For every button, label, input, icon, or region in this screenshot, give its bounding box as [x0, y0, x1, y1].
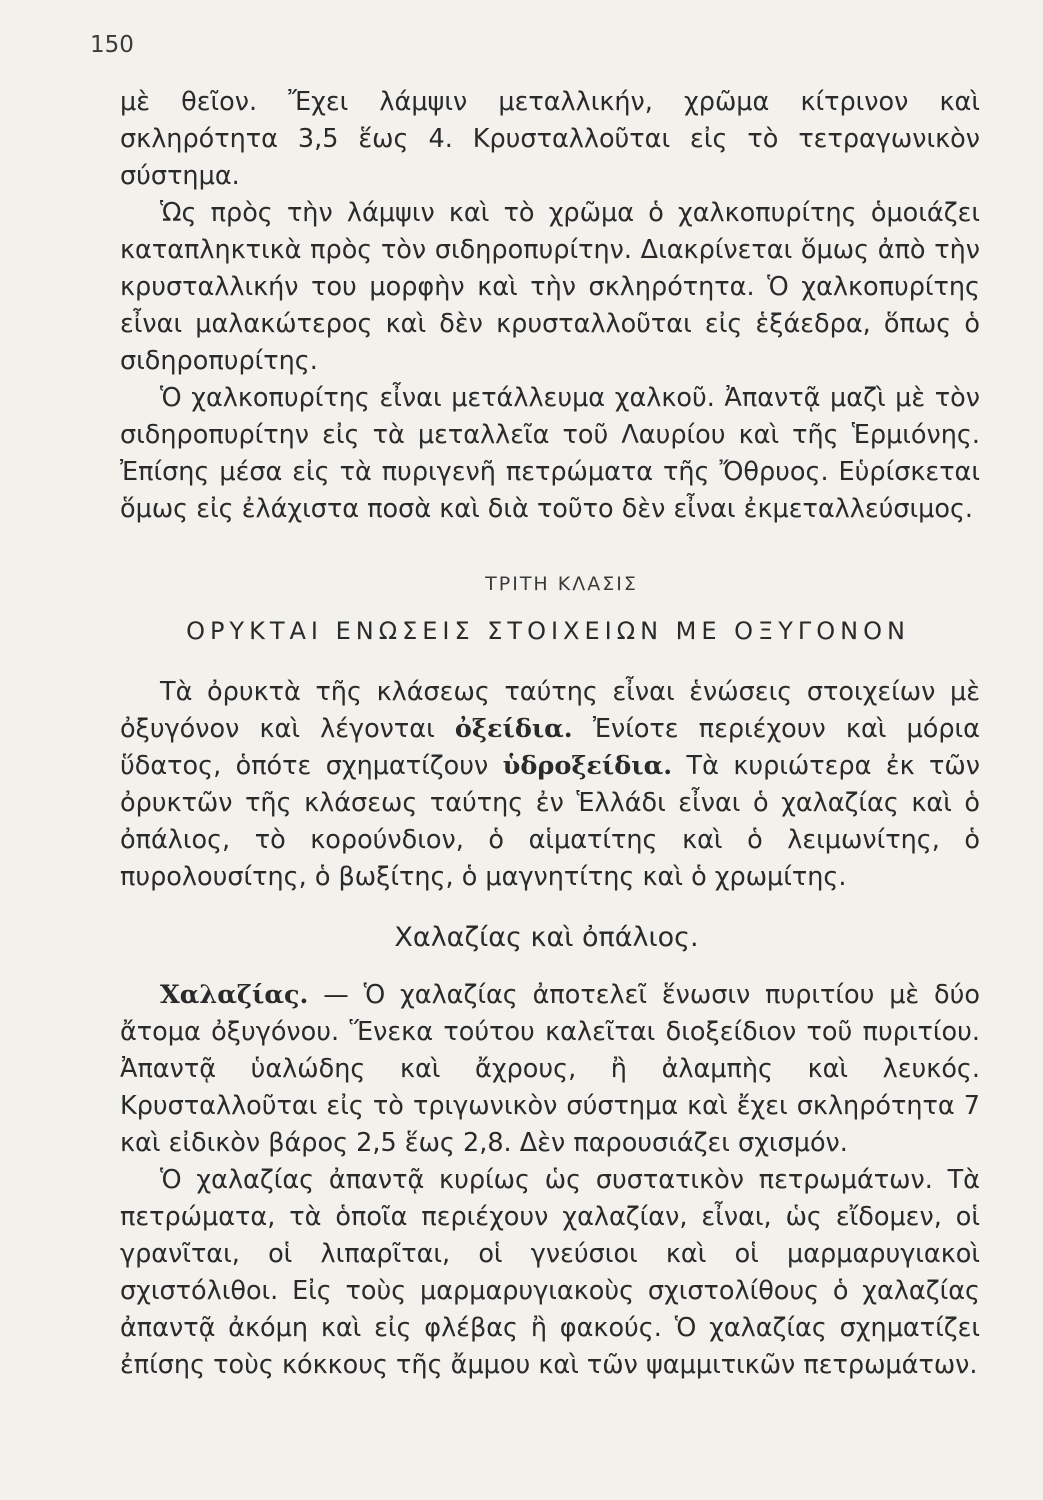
- quartz-text: — Ὁ χαλαζίας ἀποτελεῖ ἕνωσιν πυριτίου μὲ δύο ἄτομα ὀξυγόνου. Ἕνεκα τούτου καλεῖται διοξείδιον τοῦ πυριτίου. Ἀπαντᾷ ὑαλώδης καὶ ἄχρους, ἢ ἀλαμπὴς καὶ λευκός. Κρυσταλλοῦται εἰς τὸ τριγωνικὸν σύστημα καὶ ἔχει σκληρότητα 7 καὶ εἰδικὸν βάρος 2,5 ἕως 2,8. Δὲν παρουσιάζει σχισμόν.: [120, 980, 980, 1158]
- intro-text-2: Ἐνίοτε περιέχουν καὶ μόρια ὕδατος, ὁπότε σχηματίζουν: [120, 714, 980, 781]
- page-number: 150: [90, 32, 134, 58]
- paragraph-intro: [120, 674, 980, 896]
- section-heading: ΟΡΥΚΤΑΙ ΕΝΩΣΕΙΣ ΣΤΟΙΧΕΙΩΝ ΜΕ ΟΞΥΓΟΝΟΝ: [186, 617, 910, 645]
- intro-text-1: Τὰ ὀρυκτὰ τῆς κλάσεως ταύτης εἶναι ἑνώσεις στοιχείων μὲ ὀξυγόνον καὶ λέγονται: [120, 677, 980, 744]
- paragraph-continuation: μὲ θεῖον. Ἔχει λάμψιν μεταλλικήν, χρῶμα κίτρινον καὶ σκληρότητα 3,5 ἕως 4. Κρυσταλλοῦται εἰς τὸ τετραγωνικὸν σύστημα.: [120, 87, 980, 191]
- intro-text-3: Τὰ κυριώτερα ἐκ τῶν ὀρυκτῶν τῆς κλάσεως ταύτης ἐν Ἑλλάδι εἶναι ὁ χαλαζίας καὶ ὁ ὀπάλιος, τὸ κορούνδιον, ὁ αἱματίτης καὶ ὁ λειμωνίτης, ὁ πυρολουσίτης, ὁ βωξίτης, ὁ μαγνητίτης καὶ ὁ χρωμίτης.: [120, 751, 980, 892]
- paragraph-quartz-occurrence: Ὁ χαλαζίας ἀπαντᾷ κυρίως ὡς συστατικὸν πετρωμάτων. Τὰ πετρώματα, τὰ ὁποῖα περιέχουν χαλαζίαν, εἶναι, ὡς εἴδομεν, οἱ γρανῖται, οἱ λιπαρῖται, οἱ γνεύσιοι καὶ οἱ μαρμαρυγιακοὶ σχιστόλιθοι. Εἰς τοὺς μαρμαρυγιακοὺς σχιστολίθους ὁ χαλαζίας ἀπαντᾷ ἀκόμη καὶ εἰς φλέβας ἢ φακούς. Ὁ χαλαζίας σχηματίζει ἐπίσης τοὺς κόκκους τῆς ἄμμου καὶ τῶν ψαμμιτικῶν πετρωμάτων.: [120, 1165, 980, 1380]
- paragraph-comparison: Ὡς πρὸς τὴν λάμψιν καὶ τὸ χρῶμα ὁ χαλκοπυρίτης ὁμοιάζει καταπληκτικὰ πρὸς τὸν σιδηροπυρίτην. Διακρίνεται ὅμως ἀπὸ τὴν κρυσταλλικήν του μορφὴν καὶ τὴν σκληρότητα. Ὁ χαλκοπυρίτης εἶναι μαλακώτερος καὶ δὲν κρυσταλλοῦται εἰς ἑξάεδρα, ὅπως ὁ σιδηροπυρίτης.: [120, 198, 980, 376]
- text-block-intro: [120, 674, 980, 896]
- term-hydroxides: ὑδροξείδια.: [502, 751, 673, 781]
- term-quartz: Χαλαζίας.: [160, 980, 309, 1010]
- paragraph-occurrence: Ὁ χαλκοπυρίτης εἶναι μετάλλευμα χαλκοῦ. Ἀπαντᾷ μαζὶ μὲ τὸν σιδηροπυρίτην εἰς τὰ μεταλλεῖα τοῦ Λαυρίου καὶ τῆς Ἑρμιόνης. Ἐπίσης μέσα εἰς τὰ πυριγενῆ πετρώματα τῆς Ὄθρυος. Εὑρίσκεται ὅμως εἰς ἐλάχιστα ποσὰ καὶ διὰ τοῦτο δὲν εἶναι ἐκμεταλλεύσιμος.: [120, 383, 980, 524]
- text-block-top: [120, 84, 980, 528]
- paragraph-quartz: [120, 977, 980, 1162]
- sub-heading: Χαλαζίας καὶ ὀπάλιος.: [394, 922, 699, 953]
- text-block-quartz: [120, 977, 980, 1384]
- class-heading: ΤΡΙΤΗ ΚΛΑΣΙΣ: [485, 573, 638, 595]
- term-oxides: ὀξείδια.: [454, 714, 573, 744]
